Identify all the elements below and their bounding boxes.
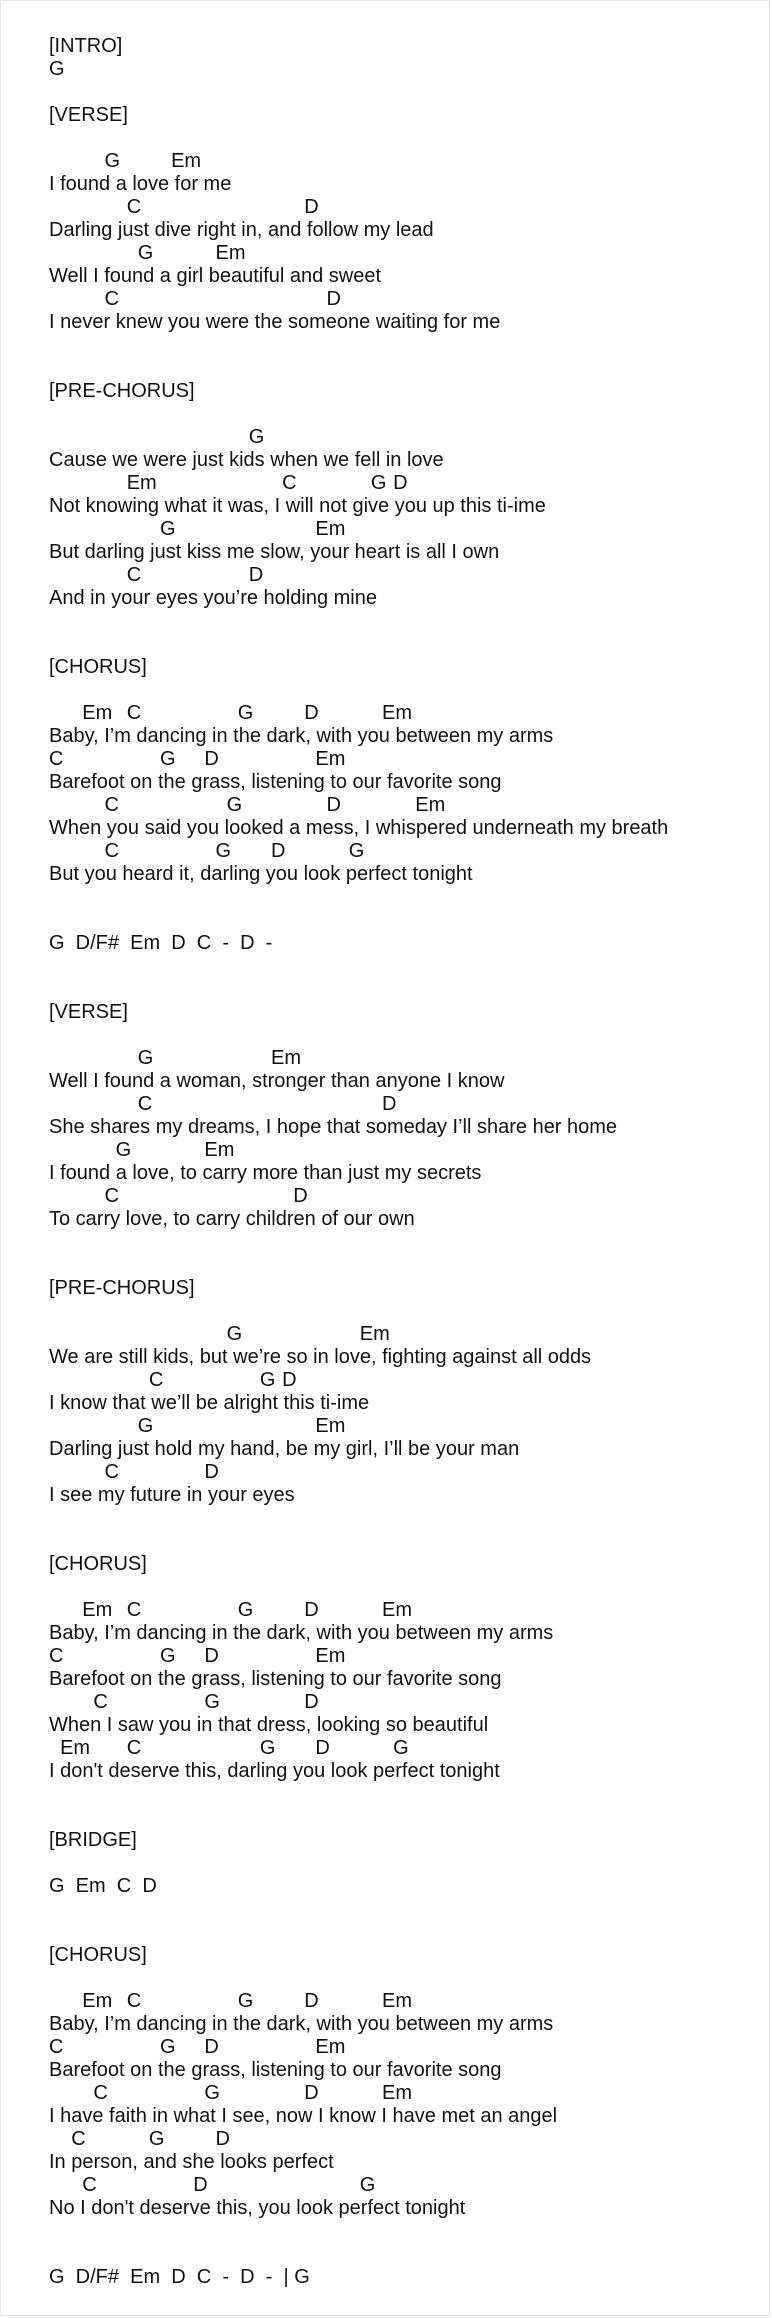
chord-symbol: G — [204, 1691, 220, 1713]
chord-symbol: G — [137, 242, 154, 264]
chord-line — [49, 1737, 765, 1760]
song-section — [49, 380, 765, 610]
lyric-line: To carry love, to carry children of our own — [49, 1208, 415, 1230]
chord-line — [49, 1323, 765, 1346]
chord-line — [49, 702, 765, 725]
lyric-line: She shares my dreams, I hope that someday I’ll share her home — [49, 1116, 618, 1138]
spacer — [49, 334, 765, 380]
song-section — [49, 1944, 765, 2289]
section-label: [VERSE] — [49, 1001, 128, 1023]
lyric-line: Cause we were just kids when we fell in love — [49, 449, 444, 471]
chord-line — [49, 564, 765, 587]
lyric-line: Baby, I’m dancing in the dark, with you between my arms — [49, 1622, 554, 1644]
chord-symbol: D — [326, 794, 341, 816]
chord-symbol: Em — [315, 2036, 346, 2058]
chord-symbol: C — [282, 472, 297, 494]
chord-symbol: D — [282, 1369, 297, 1391]
chord-symbol: C — [49, 748, 64, 770]
spacer — [49, 679, 765, 702]
chord-symbol: G — [226, 1323, 243, 1345]
chord-line — [49, 1093, 765, 1116]
chord-symbol: D — [382, 1093, 397, 1115]
spacer — [49, 1300, 765, 1323]
chord-symbol: G — [160, 2036, 176, 2058]
chord-symbol: C — [126, 1990, 142, 2012]
chord-symbol: G — [393, 1737, 409, 1759]
chord-symbol: Em — [82, 1599, 113, 1621]
song-section — [49, 1553, 765, 1783]
song-section — [49, 1829, 765, 1898]
chord-symbol: G — [359, 2174, 376, 2196]
chord-progression: G Em C D — [49, 1875, 157, 1897]
chord-symbol: G — [248, 426, 265, 448]
chord-symbol: C — [126, 702, 142, 724]
chord-symbol: G — [104, 150, 121, 172]
chord-line — [49, 1990, 765, 2013]
chord-symbol: C — [104, 288, 119, 310]
chord-line — [49, 1415, 765, 1438]
lyric-line: When you said you looked a mess, I whispered underneath my breath — [49, 817, 669, 839]
chord-symbol: C — [104, 1461, 119, 1483]
section-label: [BRIDGE] — [49, 1829, 137, 1851]
chord-symbol: C — [71, 2128, 86, 2150]
chord-symbol: G — [137, 1047, 154, 1069]
chord-symbol: D — [304, 2082, 319, 2104]
chord-symbol: C — [126, 1599, 142, 1621]
chord-symbol: G — [160, 748, 176, 770]
lyric-line: No I don't deserve this, you look perfect tonight — [49, 2197, 466, 2219]
chord-symbol: D — [193, 2174, 208, 2196]
chord-symbol: G — [259, 1737, 276, 1759]
chord-symbol: D — [304, 196, 319, 218]
lyric-line: We are still kids, but we’re so in love, fighting against all odds — [49, 1346, 592, 1368]
chord-symbol: Em — [315, 1415, 346, 1437]
chord-line — [49, 1461, 765, 1484]
section-label: [INTRO] — [49, 35, 123, 57]
lyric-line: Well I found a girl beautiful and sweet — [49, 265, 382, 287]
spacer — [49, 1898, 765, 1944]
chord-symbol: Em — [382, 1990, 412, 2012]
song-section — [49, 1277, 765, 1507]
chord-symbol: D — [304, 1990, 319, 2012]
spacer — [49, 886, 765, 932]
chord-symbol: Em — [271, 1047, 301, 1069]
chord-line — [49, 1691, 765, 1714]
chord-line — [49, 150, 765, 173]
lyric-line: Barefoot on the grass, listening to our favorite song — [49, 2059, 502, 2081]
chord-line — [49, 1139, 765, 1162]
chord-line — [49, 1599, 765, 1622]
chord-symbol: Em — [82, 1990, 113, 2012]
chord-line — [49, 1047, 765, 1070]
spacer — [49, 81, 765, 104]
chord-symbol: C — [104, 794, 119, 816]
chord-symbol: G — [148, 2128, 165, 2150]
lyric-line: I don't deserve this, darling you look perfect tonight — [49, 1760, 500, 1782]
lyric-line: Barefoot on the grass, listening to our favorite song — [49, 771, 502, 793]
spacer — [49, 1507, 765, 1553]
chord-symbol: G — [137, 1415, 154, 1437]
chord-symbol: Em — [315, 1645, 346, 1667]
chord-line — [49, 748, 765, 771]
chord-symbol: C — [148, 1369, 164, 1391]
chord-symbol: D — [215, 2128, 230, 2150]
chord-symbol: Em — [382, 2082, 412, 2104]
lyric-line: Well I found a woman, stronger than anyone I know — [49, 1070, 505, 1092]
lyric-line: I see my future in your eyes — [49, 1484, 295, 1506]
chord-symbol: D — [248, 564, 264, 586]
chord-line — [49, 2128, 765, 2151]
chord-symbol: G — [237, 702, 254, 724]
chord-line — [49, 794, 765, 817]
lyric-line: Not knowing what it was, I will not give you up this ti-ime — [49, 495, 546, 517]
lyric-line: But you heard it, darling you look perfect tonight — [49, 863, 473, 885]
section-label: [CHORUS] — [49, 1944, 147, 1966]
chord-symbol: G — [348, 840, 365, 862]
section-label: [PRE-CHORUS] — [49, 1277, 195, 1299]
chord-symbol: D — [393, 472, 408, 494]
chord-symbol: C — [104, 1185, 119, 1207]
chord-symbol: D — [204, 2036, 219, 2058]
chord-symbol: G — [115, 1139, 132, 1161]
chord-symbol: C — [93, 2082, 108, 2104]
lyric-line: Darling just dive right in, and follow my lead — [49, 219, 434, 241]
spacer — [49, 1576, 765, 1599]
lyric-line: Baby, I’m dancing in the dark, with you between my arms — [49, 725, 554, 747]
section-label: [CHORUS] — [49, 1553, 147, 1575]
lyric-line: In person, and she looks perfect — [49, 2151, 334, 2173]
chord-line — [49, 288, 765, 311]
spacer — [49, 1967, 765, 1990]
chord-symbol: G — [160, 518, 176, 540]
spacer — [49, 403, 765, 426]
chord-symbol: D — [271, 840, 286, 862]
chord-symbol: Em — [215, 242, 246, 264]
lyric-line: I have faith in what I see, now I know I have met an angel — [49, 2105, 558, 2127]
chord-symbol: C — [104, 840, 119, 862]
chord-symbol: C — [49, 1645, 64, 1667]
song-section — [49, 1001, 765, 1231]
lyric-line: Baby, I’m dancing in the dark, with you between my arms — [49, 2013, 554, 2035]
lyric-line: And in your eyes you’re holding mine — [49, 587, 377, 609]
chord-line — [49, 1369, 765, 1392]
chord-symbol: D — [315, 1737, 330, 1759]
section-label: [PRE-CHORUS] — [49, 380, 195, 402]
chord-sheet-content — [49, 35, 765, 2289]
section-label: [CHORUS] — [49, 656, 147, 678]
chord-symbol: D — [304, 1691, 319, 1713]
chord-symbol: D — [293, 1185, 308, 1207]
lyric-line: I found a love for me — [49, 173, 232, 195]
chord-symbol: D — [204, 1461, 219, 1483]
chord-symbol: Em — [359, 1323, 390, 1345]
spacer — [49, 1783, 765, 1829]
chord-line — [49, 426, 765, 449]
chord-symbol: G — [237, 1599, 254, 1621]
lyric-line: I found a love, to carry more than just my secrets — [49, 1162, 482, 1184]
chord-symbol: Em — [82, 702, 113, 724]
lyric-line: When I saw you in that dress, looking so beautiful — [49, 1714, 489, 1736]
chord-progression: G D/F# Em D C - D - | G — [49, 2266, 310, 2288]
chord-line — [49, 196, 765, 219]
chord-symbol: G — [226, 794, 243, 816]
chord-symbol: D — [204, 748, 219, 770]
chord-line — [49, 472, 765, 495]
section-label: [VERSE] — [49, 104, 128, 126]
chord-symbol: G — [259, 1369, 276, 1391]
lyric-line: Darling just hold my hand, be my girl, I’ll be your man — [49, 1438, 520, 1460]
chord-symbol: C — [126, 1737, 142, 1759]
chord-line — [49, 1185, 765, 1208]
chord-symbol: D — [304, 1599, 319, 1621]
chord-symbol: C — [126, 196, 142, 218]
chord-line — [49, 242, 765, 265]
spacer — [49, 1852, 765, 1875]
chord-line — [49, 518, 765, 541]
chord-symbol: C — [137, 1093, 153, 1115]
song-section — [49, 35, 765, 81]
spacer — [49, 1231, 765, 1277]
song-section — [49, 104, 765, 334]
chord-symbol: G — [215, 840, 232, 862]
chord-symbol: C — [49, 2036, 64, 2058]
chord-line — [49, 2036, 765, 2059]
chord-symbol: Em — [382, 702, 412, 724]
chord-symbol: Em — [382, 1599, 412, 1621]
chord-progression: G D/F# Em D C - D - — [49, 932, 273, 954]
chord-symbol: G — [204, 2082, 220, 2104]
chord-symbol: G — [237, 1990, 254, 2012]
chord-symbol: G — [370, 472, 387, 494]
chord-symbol: Em — [60, 1737, 91, 1759]
lyric-line: But darling just kiss me slow, your heart is all I own — [49, 541, 500, 563]
chord-symbol: G — [160, 1645, 176, 1667]
lyric-line: Barefoot on the grass, listening to our favorite song — [49, 1668, 502, 1690]
chord-line — [49, 2082, 765, 2105]
chord-symbol: Em — [415, 794, 446, 816]
chord-symbol: Em — [171, 150, 202, 172]
chord-symbol: C — [82, 2174, 97, 2196]
chord-symbol: Em — [315, 518, 346, 540]
spacer — [49, 2220, 765, 2266]
chord-line — [49, 840, 765, 863]
chord-symbol: Em — [126, 472, 157, 494]
chord-symbol: D — [204, 1645, 219, 1667]
lyric-line: I know that we’ll be alright this ti-ime — [49, 1392, 370, 1414]
chord-progression: G — [49, 58, 65, 80]
spacer — [49, 1024, 765, 1047]
chord-line — [49, 2174, 765, 2197]
chord-symbol: Em — [315, 748, 346, 770]
spacer — [49, 610, 765, 656]
song-section — [49, 656, 765, 955]
chord-symbol: C — [126, 564, 142, 586]
chord-line — [49, 1645, 765, 1668]
chord-symbol: Em — [204, 1139, 235, 1161]
chord-symbol: D — [304, 702, 319, 724]
chord-symbol: C — [93, 1691, 108, 1713]
lyric-line: I never knew you were the someone waiting for me — [49, 311, 501, 333]
spacer — [49, 955, 765, 1001]
spacer — [49, 127, 765, 150]
chord-symbol: D — [326, 288, 341, 310]
